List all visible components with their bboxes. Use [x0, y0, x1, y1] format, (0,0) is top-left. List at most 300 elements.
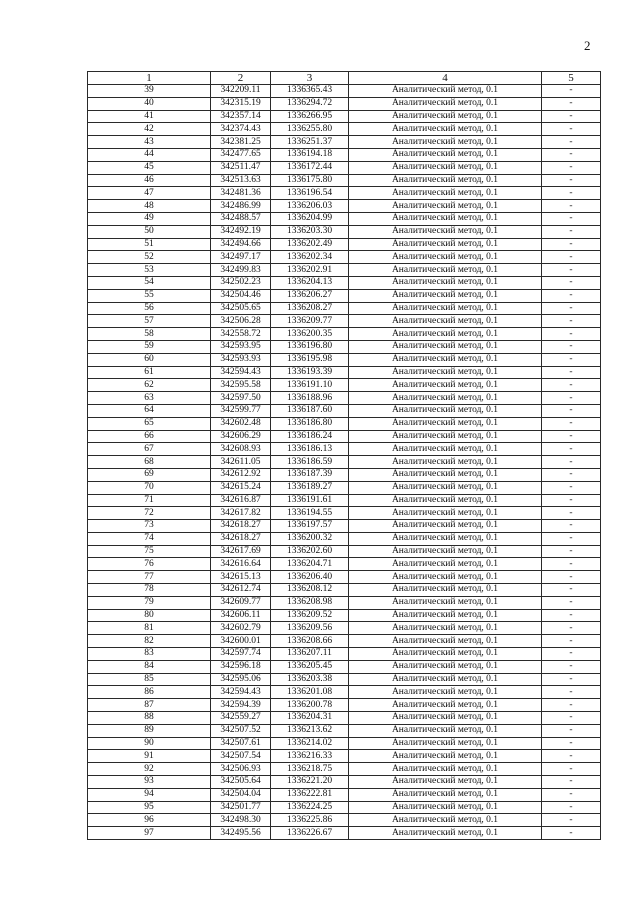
cell-y: 1336203.30	[271, 225, 349, 238]
cell-description: -	[542, 148, 601, 161]
cell-y: 1336206.27	[271, 289, 349, 302]
cell-method: Аналитический метод, 0.1	[349, 417, 542, 430]
cell-y: 1336221.20	[271, 776, 349, 789]
cell-description: -	[542, 507, 601, 520]
cell-method: Аналитический метод, 0.1	[349, 97, 542, 110]
cell-y: 1336213.62	[271, 724, 349, 737]
table-header-row	[88, 72, 601, 85]
table-row	[88, 648, 601, 661]
table-row	[88, 404, 601, 417]
cell-method: Аналитический метод, 0.1	[349, 276, 542, 289]
cell-x: 342616.64	[211, 558, 271, 571]
table-row	[88, 660, 601, 673]
cell-description: -	[542, 827, 601, 840]
cell-point-number: 83	[88, 648, 211, 661]
table-row	[88, 673, 601, 686]
cell-description: -	[542, 366, 601, 379]
cell-method: Аналитический метод, 0.1	[349, 827, 542, 840]
cell-method: Аналитический метод, 0.1	[349, 85, 542, 98]
table-row	[88, 763, 601, 776]
cell-method: Аналитический метод, 0.1	[349, 814, 542, 827]
table-row	[88, 481, 601, 494]
cell-y: 1336224.25	[271, 801, 349, 814]
cell-method: Аналитический метод, 0.1	[349, 225, 542, 238]
cell-x: 342606.11	[211, 609, 271, 622]
cell-y: 1336208.66	[271, 635, 349, 648]
cell-y: 1336203.38	[271, 673, 349, 686]
cell-y: 1336188.96	[271, 392, 349, 405]
cell-method: Аналитический метод, 0.1	[349, 481, 542, 494]
cell-x: 342495.56	[211, 827, 271, 840]
cell-y: 1336207.11	[271, 648, 349, 661]
cell-description: -	[542, 212, 601, 225]
cell-x: 342615.13	[211, 571, 271, 584]
cell-point-number: 88	[88, 712, 211, 725]
cell-x: 342602.48	[211, 417, 271, 430]
column-header-x: 2	[211, 72, 271, 85]
cell-x: 342593.93	[211, 353, 271, 366]
cell-point-number: 97	[88, 827, 211, 840]
cell-y: 1336193.39	[271, 366, 349, 379]
cell-description: -	[542, 635, 601, 648]
cell-method: Аналитический метод, 0.1	[349, 686, 542, 699]
cell-description: -	[542, 430, 601, 443]
cell-method: Аналитический метод, 0.1	[349, 379, 542, 392]
cell-description: -	[542, 264, 601, 277]
cell-y: 1336202.60	[271, 545, 349, 558]
cell-description: -	[542, 238, 601, 251]
cell-y: 1336200.78	[271, 699, 349, 712]
cell-method: Аналитический метод, 0.1	[349, 507, 542, 520]
cell-x: 342504.04	[211, 788, 271, 801]
cell-description: -	[542, 494, 601, 507]
cell-x: 342593.95	[211, 340, 271, 353]
cell-y: 1336194.55	[271, 507, 349, 520]
cell-y: 1336214.02	[271, 737, 349, 750]
cell-x: 342507.52	[211, 724, 271, 737]
cell-method: Аналитический метод, 0.1	[349, 110, 542, 123]
cell-method: Аналитический метод, 0.1	[349, 648, 542, 661]
cell-x: 342602.79	[211, 622, 271, 635]
cell-method: Аналитический метод, 0.1	[349, 123, 542, 136]
cell-x: 342357.14	[211, 110, 271, 123]
cell-x: 342594.39	[211, 699, 271, 712]
cell-method: Аналитический метод, 0.1	[349, 174, 542, 187]
cell-description: -	[542, 481, 601, 494]
cell-description: -	[542, 353, 601, 366]
cell-x: 342595.58	[211, 379, 271, 392]
cell-point-number: 72	[88, 507, 211, 520]
cell-point-number: 65	[88, 417, 211, 430]
cell-x: 342374.43	[211, 123, 271, 136]
cell-method: Аналитический метод, 0.1	[349, 443, 542, 456]
cell-description: -	[542, 340, 601, 353]
cell-method: Аналитический метод, 0.1	[349, 660, 542, 673]
table-row	[88, 814, 601, 827]
cell-y: 1336209.52	[271, 609, 349, 622]
cell-point-number: 39	[88, 85, 211, 98]
cell-point-number: 90	[88, 737, 211, 750]
table-row	[88, 289, 601, 302]
cell-description: -	[542, 660, 601, 673]
cell-point-number: 75	[88, 545, 211, 558]
cell-x: 342502.23	[211, 276, 271, 289]
table-row	[88, 827, 601, 840]
cell-point-number: 56	[88, 302, 211, 315]
cell-method: Аналитический метод, 0.1	[349, 136, 542, 149]
cell-y: 1336201.08	[271, 686, 349, 699]
cell-description: -	[542, 724, 601, 737]
cell-point-number: 58	[88, 328, 211, 341]
cell-description: -	[542, 302, 601, 315]
cell-x: 342501.77	[211, 801, 271, 814]
cell-description: -	[542, 801, 601, 814]
cell-method: Аналитический метод, 0.1	[349, 596, 542, 609]
cell-method: Аналитический метод, 0.1	[349, 737, 542, 750]
cell-description: -	[542, 814, 601, 827]
cell-point-number: 95	[88, 801, 211, 814]
cell-method: Аналитический метод, 0.1	[349, 456, 542, 469]
cell-x: 342499.83	[211, 264, 271, 277]
cell-description: -	[542, 392, 601, 405]
cell-point-number: 67	[88, 443, 211, 456]
cell-x: 342615.24	[211, 481, 271, 494]
cell-method: Аналитический метод, 0.1	[349, 264, 542, 277]
cell-x: 342617.82	[211, 507, 271, 520]
column-header-point-number: 1	[88, 72, 211, 85]
cell-point-number: 40	[88, 97, 211, 110]
cell-y: 1336218.75	[271, 763, 349, 776]
cell-x: 342594.43	[211, 686, 271, 699]
cell-point-number: 50	[88, 225, 211, 238]
cell-method: Аналитический метод, 0.1	[349, 635, 542, 648]
cell-description: -	[542, 686, 601, 699]
cell-point-number: 86	[88, 686, 211, 699]
cell-x: 342617.69	[211, 545, 271, 558]
cell-method: Аналитический метод, 0.1	[349, 622, 542, 635]
cell-method: Аналитический метод, 0.1	[349, 430, 542, 443]
cell-y: 1336208.98	[271, 596, 349, 609]
cell-x: 342488.57	[211, 212, 271, 225]
cell-y: 1336187.60	[271, 404, 349, 417]
cell-point-number: 51	[88, 238, 211, 251]
cell-y: 1336191.61	[271, 494, 349, 507]
cell-point-number: 55	[88, 289, 211, 302]
cell-x: 342595.06	[211, 673, 271, 686]
cell-description: -	[542, 532, 601, 545]
table-row	[88, 712, 601, 725]
cell-y: 1336222.81	[271, 788, 349, 801]
cell-point-number: 80	[88, 609, 211, 622]
cell-x: 342209.11	[211, 85, 271, 98]
cell-description: -	[542, 225, 601, 238]
cell-x: 342606.29	[211, 430, 271, 443]
table-row	[88, 276, 601, 289]
cell-description: -	[542, 699, 601, 712]
cell-y: 1336186.59	[271, 456, 349, 469]
cell-point-number: 46	[88, 174, 211, 187]
cell-y: 1336204.31	[271, 712, 349, 725]
cell-description: -	[542, 468, 601, 481]
cell-point-number: 85	[88, 673, 211, 686]
cell-point-number: 59	[88, 340, 211, 353]
cell-description: -	[542, 404, 601, 417]
cell-x: 342612.92	[211, 468, 271, 481]
cell-method: Аналитический метод, 0.1	[349, 340, 542, 353]
cell-x: 342618.27	[211, 520, 271, 533]
cell-y: 1336204.71	[271, 558, 349, 571]
cell-point-number: 53	[88, 264, 211, 277]
table-row	[88, 520, 601, 533]
cell-point-number: 45	[88, 161, 211, 174]
cell-description: -	[542, 85, 601, 98]
cell-point-number: 57	[88, 315, 211, 328]
cell-point-number: 61	[88, 366, 211, 379]
table-row	[88, 417, 601, 430]
table-row	[88, 174, 601, 187]
page-number: 2	[584, 38, 591, 53]
table-row	[88, 558, 601, 571]
table-row	[88, 85, 601, 98]
cell-method: Аналитический метод, 0.1	[349, 788, 542, 801]
table-row	[88, 251, 601, 264]
table-row	[88, 609, 601, 622]
cell-x: 342507.61	[211, 737, 271, 750]
cell-y: 1336197.57	[271, 520, 349, 533]
cell-description: -	[542, 136, 601, 149]
table-row	[88, 494, 601, 507]
cell-point-number: 76	[88, 558, 211, 571]
cell-point-number: 73	[88, 520, 211, 533]
cell-x: 342477.65	[211, 148, 271, 161]
cell-method: Аналитический метод, 0.1	[349, 571, 542, 584]
cell-point-number: 49	[88, 212, 211, 225]
cell-method: Аналитический метод, 0.1	[349, 328, 542, 341]
table-row	[88, 622, 601, 635]
table-row	[88, 686, 601, 699]
cell-x: 342481.36	[211, 187, 271, 200]
cell-x: 342315.19	[211, 97, 271, 110]
cell-method: Аналитический метод, 0.1	[349, 392, 542, 405]
cell-point-number: 62	[88, 379, 211, 392]
cell-point-number: 60	[88, 353, 211, 366]
cell-x: 342597.74	[211, 648, 271, 661]
cell-description: -	[542, 200, 601, 213]
cell-point-number: 66	[88, 430, 211, 443]
cell-method: Аналитический метод, 0.1	[349, 315, 542, 328]
table-row	[88, 366, 601, 379]
cell-x: 342494.66	[211, 238, 271, 251]
table-row	[88, 148, 601, 161]
cell-point-number: 42	[88, 123, 211, 136]
cell-y: 1336206.03	[271, 200, 349, 213]
table-body	[88, 85, 601, 840]
cell-y: 1336202.91	[271, 264, 349, 277]
cell-y: 1336195.98	[271, 353, 349, 366]
cell-description: -	[542, 673, 601, 686]
table-row	[88, 328, 601, 341]
cell-description: -	[542, 763, 601, 776]
cell-y: 1336172.44	[271, 161, 349, 174]
cell-x: 342486.99	[211, 200, 271, 213]
cell-description: -	[542, 622, 601, 635]
cell-point-number: 94	[88, 788, 211, 801]
cell-method: Аналитический метод, 0.1	[349, 699, 542, 712]
cell-point-number: 78	[88, 584, 211, 597]
cell-y: 1336266.95	[271, 110, 349, 123]
cell-method: Аналитический метод, 0.1	[349, 238, 542, 251]
table-row	[88, 596, 601, 609]
cell-description: -	[542, 456, 601, 469]
cell-method: Аналитический метод, 0.1	[349, 801, 542, 814]
cell-y: 1336365.43	[271, 85, 349, 98]
cell-x: 342597.50	[211, 392, 271, 405]
cell-point-number: 63	[88, 392, 211, 405]
cell-y: 1336226.67	[271, 827, 349, 840]
cell-method: Аналитический метод, 0.1	[349, 776, 542, 789]
cell-description: -	[542, 174, 601, 187]
cell-y: 1336186.13	[271, 443, 349, 456]
cell-point-number: 82	[88, 635, 211, 648]
cell-method: Аналитический метод, 0.1	[349, 212, 542, 225]
column-header-y: 3	[271, 72, 349, 85]
cell-x: 342559.27	[211, 712, 271, 725]
cell-y: 1336196.80	[271, 340, 349, 353]
cell-y: 1336194.18	[271, 148, 349, 161]
cell-description: -	[542, 443, 601, 456]
cell-method: Аналитический метод, 0.1	[349, 148, 542, 161]
cell-y: 1336196.54	[271, 187, 349, 200]
cell-x: 342594.43	[211, 366, 271, 379]
cell-method: Аналитический метод, 0.1	[349, 494, 542, 507]
table-row	[88, 456, 601, 469]
cell-x: 342511.47	[211, 161, 271, 174]
cell-point-number: 54	[88, 276, 211, 289]
cell-x: 342492.19	[211, 225, 271, 238]
cell-x: 342506.93	[211, 763, 271, 776]
cell-x: 342600.01	[211, 635, 271, 648]
cell-description: -	[542, 276, 601, 289]
cell-y: 1336225.86	[271, 814, 349, 827]
cell-method: Аналитический метод, 0.1	[349, 609, 542, 622]
table-row	[88, 161, 601, 174]
cell-description: -	[542, 584, 601, 597]
cell-point-number: 47	[88, 187, 211, 200]
cell-method: Аналитический метод, 0.1	[349, 712, 542, 725]
cell-point-number: 71	[88, 494, 211, 507]
cell-x: 342506.28	[211, 315, 271, 328]
cell-description: -	[542, 571, 601, 584]
cell-point-number: 84	[88, 660, 211, 673]
table-row	[88, 545, 601, 558]
cell-method: Аналитический метод, 0.1	[349, 366, 542, 379]
cell-x: 342381.25	[211, 136, 271, 149]
table-row	[88, 187, 601, 200]
cell-x: 342498.30	[211, 814, 271, 827]
cell-description: -	[542, 315, 601, 328]
cell-y: 1336186.80	[271, 417, 349, 430]
cell-y: 1336205.45	[271, 660, 349, 673]
cell-y: 1336202.34	[271, 251, 349, 264]
cell-method: Аналитический метод, 0.1	[349, 353, 542, 366]
table-row	[88, 699, 601, 712]
table-row	[88, 571, 601, 584]
cell-point-number: 70	[88, 481, 211, 494]
cell-point-number: 87	[88, 699, 211, 712]
table-row	[88, 315, 601, 328]
column-header-method: 4	[349, 72, 542, 85]
cell-x: 342618.27	[211, 532, 271, 545]
cell-description: -	[542, 123, 601, 136]
table-row	[88, 136, 601, 149]
table-row	[88, 238, 601, 251]
cell-method: Аналитический метод, 0.1	[349, 251, 542, 264]
cell-point-number: 92	[88, 763, 211, 776]
cell-y: 1336251.37	[271, 136, 349, 149]
cell-y: 1336191.10	[271, 379, 349, 392]
table-row	[88, 212, 601, 225]
cell-method: Аналитический метод, 0.1	[349, 187, 542, 200]
table-row	[88, 200, 601, 213]
column-header-description: 5	[542, 72, 601, 85]
table-row	[88, 340, 601, 353]
table-row	[88, 801, 601, 814]
cell-method: Аналитический метод, 0.1	[349, 545, 542, 558]
cell-point-number: 64	[88, 404, 211, 417]
cell-point-number: 48	[88, 200, 211, 213]
cell-method: Аналитический метод, 0.1	[349, 200, 542, 213]
cell-y: 1336208.27	[271, 302, 349, 315]
cell-point-number: 96	[88, 814, 211, 827]
cell-method: Аналитический метод, 0.1	[349, 302, 542, 315]
cell-x: 342504.46	[211, 289, 271, 302]
cell-method: Аналитический метод, 0.1	[349, 289, 542, 302]
cell-method: Аналитический метод, 0.1	[349, 673, 542, 686]
cell-description: -	[542, 648, 601, 661]
table-row	[88, 110, 601, 123]
cell-x: 342611.05	[211, 456, 271, 469]
table-row	[88, 737, 601, 750]
cell-description: -	[542, 97, 601, 110]
cell-description: -	[542, 417, 601, 430]
cell-point-number: 74	[88, 532, 211, 545]
cell-y: 1336200.35	[271, 328, 349, 341]
cell-y: 1336200.32	[271, 532, 349, 545]
cell-description: -	[542, 328, 601, 341]
table-row	[88, 123, 601, 136]
cell-description: -	[542, 596, 601, 609]
cell-description: -	[542, 379, 601, 392]
cell-y: 1336204.99	[271, 212, 349, 225]
cell-description: -	[542, 520, 601, 533]
cell-description: -	[542, 161, 601, 174]
cell-x: 342497.17	[211, 251, 271, 264]
cell-y: 1336209.77	[271, 315, 349, 328]
table-row	[88, 443, 601, 456]
cell-description: -	[542, 110, 601, 123]
table-row	[88, 532, 601, 545]
cell-y: 1336189.27	[271, 481, 349, 494]
cell-point-number: 52	[88, 251, 211, 264]
cell-method: Аналитический метод, 0.1	[349, 724, 542, 737]
cell-y: 1336202.49	[271, 238, 349, 251]
cell-method: Аналитический метод, 0.1	[349, 468, 542, 481]
cell-method: Аналитический метод, 0.1	[349, 161, 542, 174]
cell-point-number: 41	[88, 110, 211, 123]
cell-method: Аналитический метод, 0.1	[349, 532, 542, 545]
table-row	[88, 97, 601, 110]
coordinates-table	[87, 71, 601, 840]
